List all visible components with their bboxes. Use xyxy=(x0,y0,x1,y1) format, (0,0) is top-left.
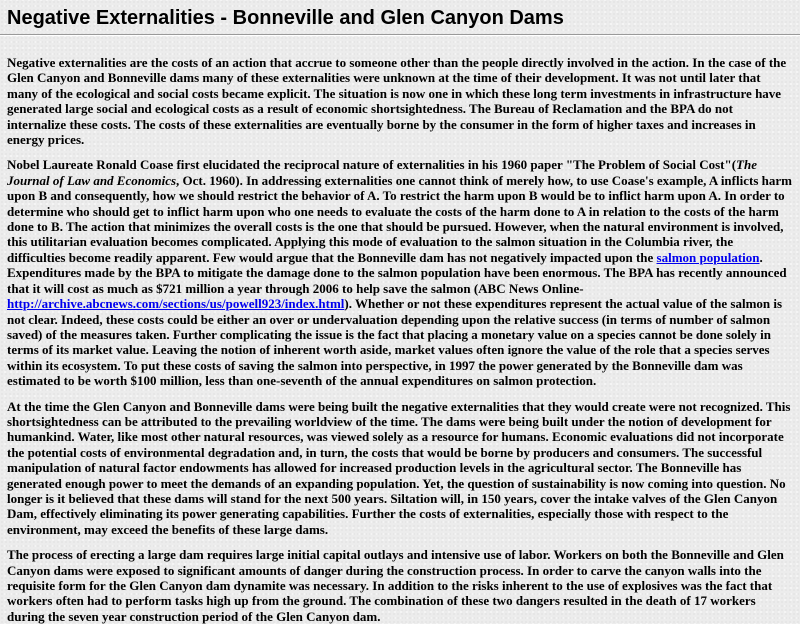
salmon-population-link[interactable]: salmon population xyxy=(656,249,760,265)
page-title: Negative Externalities - Bonneville and Glen Canyon Dams xyxy=(7,7,564,29)
coase-text-4: ). Whether or not these expenditures represent the actual value of the salmon is not clear. Indeed, these costs could be either an over or undervaluation depending upon the relative success (in terms of number of salmon saved) of the measures taken. Further complicating the issue is the fact that placing a monetary value on a species cannot be done solely in terms of its market value. Leaving the notion of inherent worth aside, market values often ignore the value of the role that a species serves within its ecosystem. To put these costs of saving the salmon into perspective, in 1997 the power generated by the Bonneville dam was estimated to be worth $100 million, less than one-seventh of the annual expenditures on salmon protection. xyxy=(7,296,783,389)
coase-text-3: . Expenditures made by the BPA to mitigate the damage done to the salmon population have been enormous. The BPA has recently announced that it will cost as much as $721 million a year through 2006 to help save the salmon (ABC News Online- xyxy=(7,249,787,296)
abc-news-link[interactable]: http://archive.abcnews.com/sections/us/powell923/index.html xyxy=(7,296,345,312)
document-page xyxy=(7,6,794,624)
coase-text-1: Nobel Laureate Ronald Coase first elucidated the reciprocal nature of externalities in his 1960 paper "The Problem of Social Cost"( xyxy=(7,157,737,173)
paragraph-construction: The process of erecting a large dam requires large initial capital outlays and intensive use of labor. Workers on both the Bonneville and Glen Canyon dams were exposed to significant amounts of danger during the construction process. In order to carve the canyon walls into the requisite form for the Glen Canyon dam dynamite was necessary. In addition to the risks inherent to the use of explosives was the fact that workers often had to perform tasks high up from the ground. The combination of these two dangers resulted in the death of 17 workers during the seven year construction period of the Glen Canyon dam. xyxy=(7,547,784,624)
journal-title: The Journal of Law and Economics xyxy=(7,157,757,188)
paragraph-coase xyxy=(7,157,794,388)
title-divider xyxy=(0,34,800,36)
coase-text-2: , Oct. 1960). In addressing externalities one cannot think of merely how, to use Coase's example, A inflicts harm upon B and consequently, how we should restrict the behavior of A. To restrict the harm upon B would be to inflict harm upon A. In order to determine who should get to inflict harm upon who one needs to evaluate the costs of the harm done to A in relation to the costs of the harm done to B. The action that minimizes the overall costs is the one that should be pursued. However, when the natural environment is involved, this utilitarian evaluation becomes complicated. Applying this mode of evaluation to the salmon situation in the Columbia river, the difficulties become readily apparent. Few would argue that the Bonneville dam has not negatively impacted upon the xyxy=(7,172,792,265)
paragraph-shortsightedness: At the time the Glen Canyon and Bonneville dams were being built the negative externalities that they would create were not recognized. This shortsightedness can be attributed to the prevailing worldview of the time. The dams were being built under the notion of development for humankind. Water, like most other natural resources, was viewed solely as a resource for humans. Economic evaluations did not incorporate the potential costs of environmental degradation and, in turn, the costs that would be borne by producers and consumers. The successful manipulation of natural factor endowments has allowed for increased production levels in the agricultural sector. The Bonneville has generated enough power to meet the demands of an expanding population. Yet, the question of sustainability is now coming into question. No longer is it believed that these dams will stand for the next 500 years. Siltation will, in 150 years, cover the intake valves of the Glen Canyon Dam, effectively eliminating its power generating capabilities. Further the costs of externalities, especially those with respect to the environment, may exceed the benefits of these large dams. xyxy=(7,398,791,537)
paragraph-intro: Negative externalities are the costs of an action that accrue to someone other than the people directly involved in the action. In the case of the Glen Canyon and Bonneville dams many of these externalities were unknown at the time of their development. It was not until later that many of the ecological and social costs became explicit. The situation is now one in which these long term investments in infrastructure have generated large social and ecological costs as a result of economic shortsightedness. The Bureau of Reclamation and the BPA do not internalize these costs. The costs of these externalities are eventually borne by the consumer in the form of higher taxes and increases in energy prices. xyxy=(7,55,787,148)
